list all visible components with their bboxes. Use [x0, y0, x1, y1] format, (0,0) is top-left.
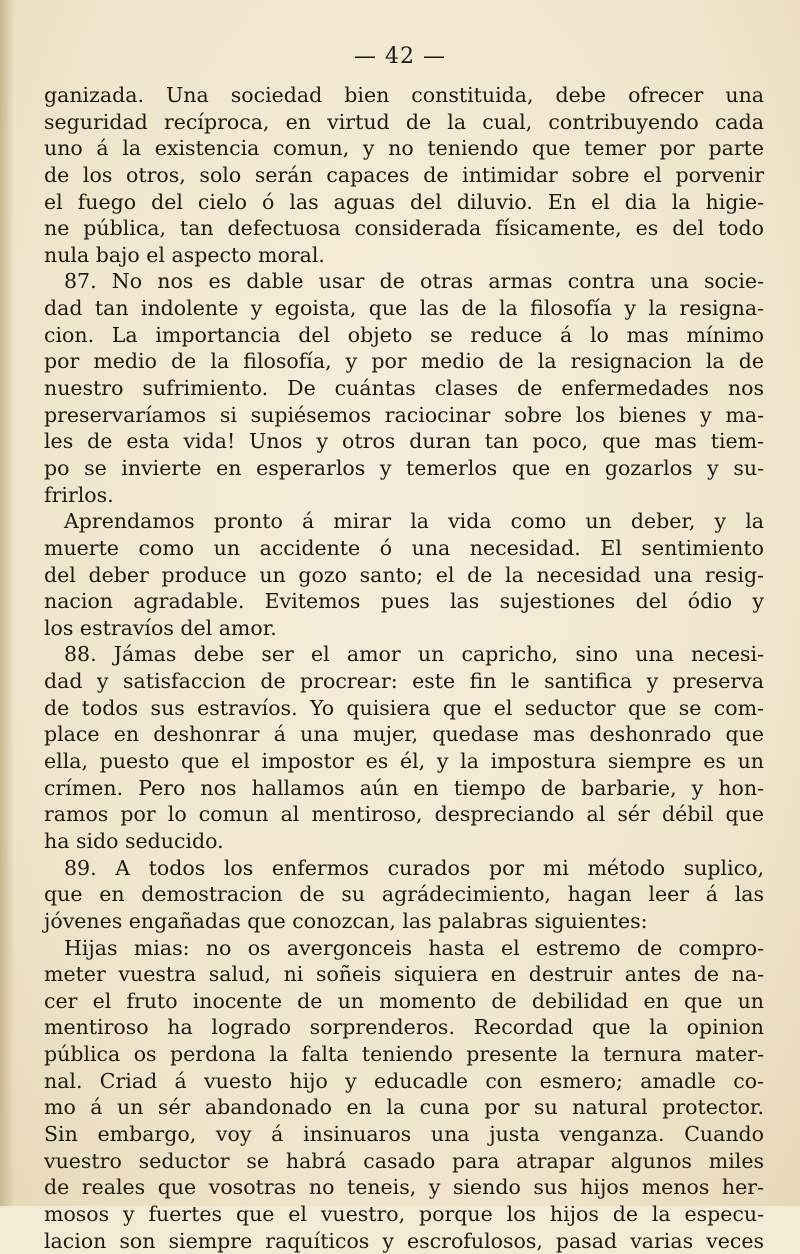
text-line: 89. A todos los enfermos curados por mi método suplico,: [64, 855, 764, 880]
text-line: por medio de la filosofía, y por medio de la resignacion la de: [44, 349, 764, 374]
text-line: los estravíos del amor.: [44, 615, 277, 640]
text-line: ne pública, tan defectuosa considerada físicamente, es del todo: [44, 216, 764, 241]
text-line: de todos sus estravíos. Yo quisiera que el seductor que se com-: [44, 695, 764, 720]
text-line: dad y satisfaccion de procrear: este fin le santifica y preserva: [44, 669, 764, 694]
page-binding-edge: [0, 0, 14, 1206]
text-line: pública os perdona la falta teniendo presente la ternura mater-: [44, 1042, 764, 1067]
page-number: — 42 —: [354, 44, 446, 69]
text-line: mo á un sér abandonado en la cuna por su natural protector.: [44, 1095, 764, 1120]
text-line: del deber produce un gozo santo; el de la necesidad una resig-: [44, 562, 764, 587]
body-text: [44, 82, 764, 1254]
text-line: Aprendamos pronto á mirar la vida como un deber, y la: [64, 509, 764, 534]
text-line: ha sido seducido.: [44, 828, 224, 853]
text-line: muerte como un accidente ó una necesidad. El sentimiento: [44, 535, 764, 560]
text-line: de los otros, solo serán capaces de intimidar sobre el porvenir: [44, 162, 764, 187]
text-line: lacion son siempre raquíticos y escrofulosos, pasad varias veces: [44, 1228, 764, 1253]
text-line: crímen. Pero nos hallamos aún en tiempo de barbarie, y hon-: [44, 775, 764, 800]
text-line: Sin embargo, voy á insinuaros una justa venganza. Cuando: [44, 1121, 764, 1146]
text-line: mentiroso ha logrado sorprenderos. Recordad que la opinion: [44, 1015, 764, 1040]
text-line: ganizada. Una sociedad bien constituida, debe ofrecer una: [44, 83, 764, 107]
text-line: frirlos.: [44, 482, 114, 507]
text-line: Hijas mias: no os avergonceis hasta el estremo de compro-: [64, 935, 764, 960]
text-line: cer el fruto inocente de un momento de debilidad en que un: [44, 988, 764, 1013]
text-line: cion. La importancia del objeto se reduce á lo mas mínimo: [44, 322, 764, 347]
text-line: meter vuestra salud, ni soñeis siquiera en destruir antes de na-: [44, 962, 764, 987]
text-line: nula bajo el aspecto moral.: [44, 242, 325, 267]
text-line: seguridad recíproca, en virtud de la cual, contribuyendo cada: [44, 109, 764, 134]
text-line: el fuego del cielo ó las aguas del diluvio. En el dia la higie-: [44, 189, 764, 214]
text-line: nacion agradable. Evitemos pues las sujestiones del ódio y: [44, 589, 764, 614]
text-line: mosos y fuertes que el vuestro, porque los hijos de la especu-: [44, 1201, 764, 1226]
text-line: nal. Criad á vuesto hijo y educadle con esmero; amadle co-: [44, 1068, 764, 1093]
text-line: 87. No nos es dable usar de otras armas contra una socie-: [64, 269, 764, 294]
text-line: vuestro seductor se habrá casado para atrapar algunos miles: [44, 1148, 764, 1173]
text-line: jóvenes engañadas que conozcan, las palabras siguientes:: [44, 908, 648, 933]
text-line: dad tan indolente y egoista, que las de la filosofía y la resigna-: [44, 296, 764, 321]
text-line: nuestro sufrimiento. De cuántas clases de enfermedades nos: [44, 376, 764, 401]
text-line: po se invierte en esperarlos y temerlos que en gozarlos y su-: [44, 455, 764, 480]
text-line: preservaríamos si supiésemos raciocinar sobre los bienes y ma-: [44, 402, 764, 427]
text-line: ramos por lo comun al mentiroso, despreciando al sér débil que: [44, 802, 764, 827]
text-line: 88. Jámas debe ser el amor un capricho, sino una necesi-: [64, 642, 764, 667]
text-line: place en deshonrar á una mujer, quedase mas deshonrado que: [44, 722, 764, 747]
text-line: de reales que vosotras no teneis, y siendo sus hijos menos her-: [44, 1175, 764, 1200]
text-line: uno á la existencia comun, y no teniendo que temer por parte: [44, 136, 764, 161]
text-line: les de esta vida! Unos y otros duran tan poco, que mas tiem-: [44, 429, 764, 454]
text-line: que en demostracion de su agrádecimiento, hagan leer á las: [44, 882, 764, 907]
text-line: ella, puesto que el impostor es él, y la impostura siempre es un: [44, 749, 764, 774]
